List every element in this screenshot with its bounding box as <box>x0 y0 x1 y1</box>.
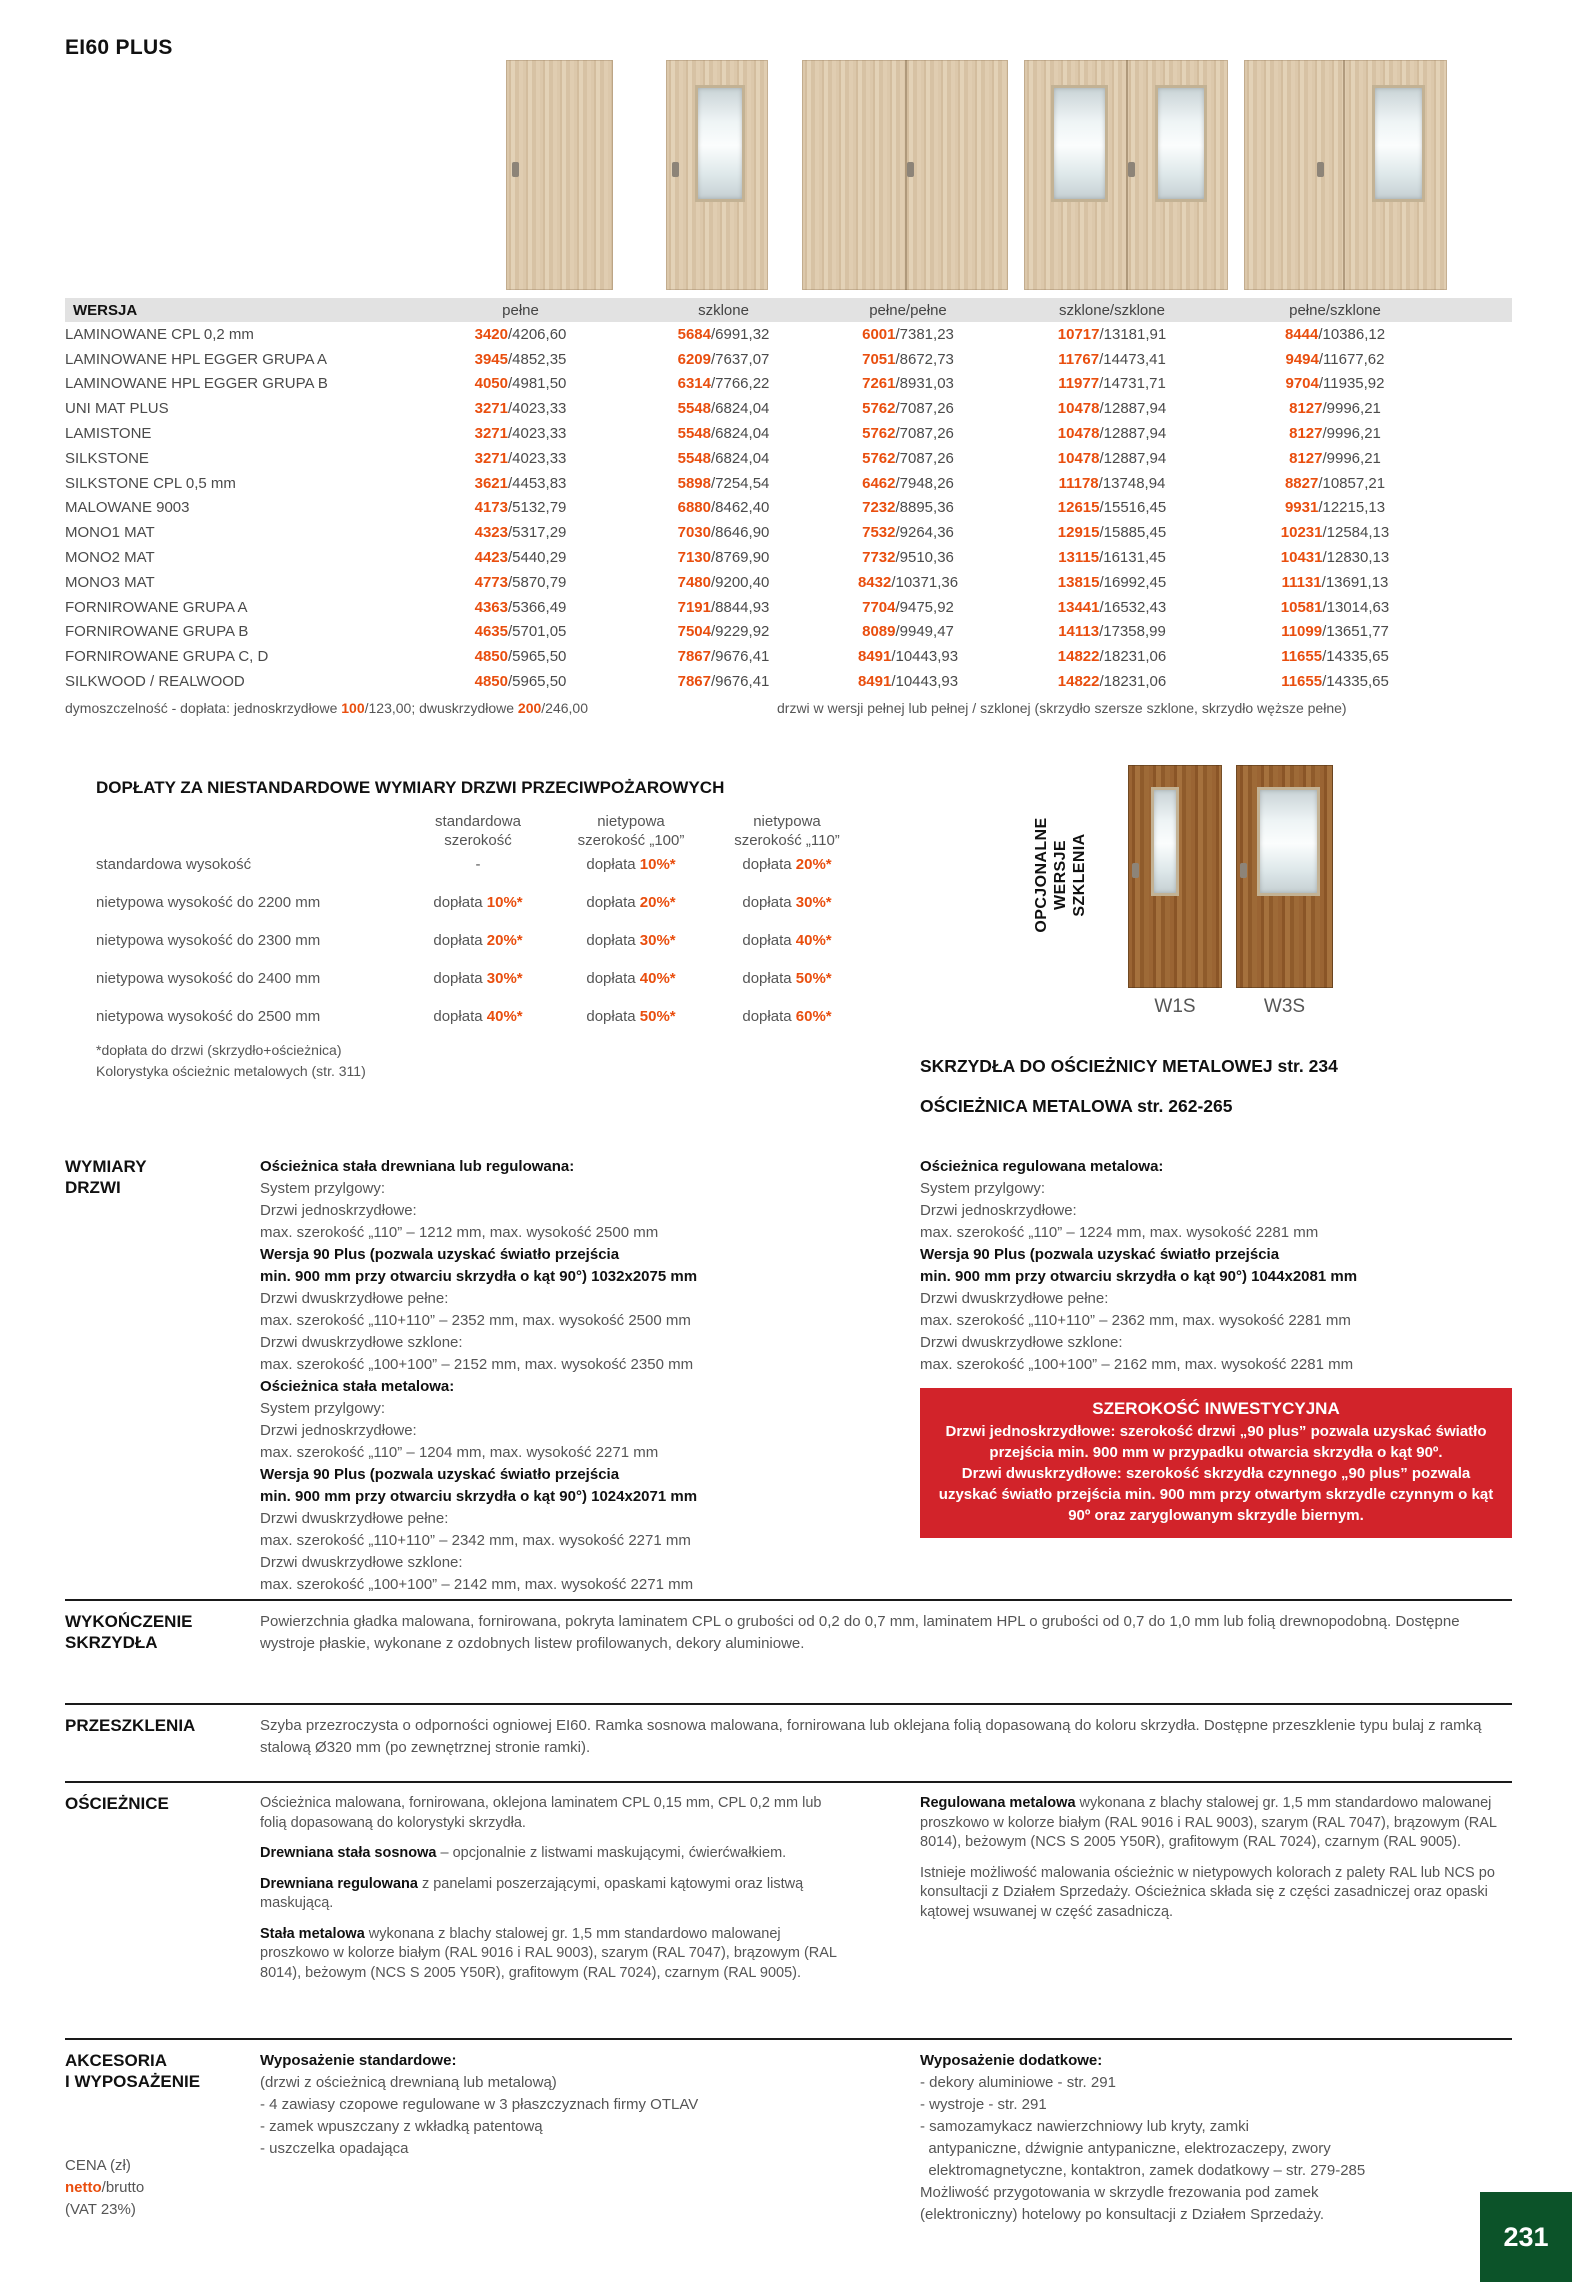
price-cell: 7532/9264,36 <box>862 524 954 542</box>
surcharge-cell: dopłata 30%* <box>433 969 523 987</box>
section-label: WYMIARY DRZWI <box>65 1157 147 1197</box>
door-handle-icon <box>1128 162 1135 177</box>
dimension-line: System przylgowy: <box>920 1180 1046 1197</box>
price-cell: 6880/8462,40 <box>677 499 770 517</box>
surcharge-cell: dopłata 20%* <box>433 931 523 949</box>
equipment-line: - uszczelka opadająca <box>260 2140 409 2157</box>
price-row <box>65 520 1512 545</box>
dimension-line: max. szerokość „100+100” – 2152 mm, max. wysokość 2350 mm <box>260 1356 694 1373</box>
link-metal-frame: OŚCIEŻNICA METALOWA str. 262-265 <box>920 1096 1233 1116</box>
frame-paragraph: Istnieje możliwość malowania ościeżnic w nietypowych kolorach z palety RAL lub NCS po konsultacji z Działem Sprzedaży. Ościeżnica składa się z części zasadniczej oraz opaski kątowej wsuwanej w część zasadniczą. <box>920 1864 1495 1920</box>
price-cell: 3420/4206,60 <box>474 325 567 343</box>
price-cell: 4635/5701,05 <box>474 623 567 641</box>
dimension-line: Drzwi jednoskrzydłowe: <box>920 1202 1077 1219</box>
price-cell: 10231/12584,13 <box>1280 524 1390 542</box>
surcharge-cell: dopłata 40%* <box>433 1007 523 1025</box>
price-cell: 8089/9949,47 <box>862 623 954 641</box>
dimension-line: max. szerokość „100+100” – 2162 mm, max. wysokość 2281 mm <box>920 1356 1354 1373</box>
dimension-line: Wersja 90 Plus (pozwala uzyskać światło przejścia <box>260 1246 620 1263</box>
price-cell: 9494/11677,62 <box>1285 350 1385 368</box>
price-cell: 10478/12887,94 <box>1057 400 1167 418</box>
price-cell: 5898/7254,54 <box>677 474 770 492</box>
door-seam <box>1343 60 1345 290</box>
version-name: LAMINOWANE HPL EGGER GRUPA B <box>65 375 328 393</box>
equipment-line: - wystroje - str. 291 <box>920 2096 1047 2113</box>
version-name: SILKSTONE CPL 0,5 mm <box>65 474 236 492</box>
dimension-line: max. szerokość „110+110” – 2352 mm, max. wysokość 2500 mm <box>260 1312 691 1329</box>
door-image-pelne-szklone <box>1244 60 1447 290</box>
door-glass-pane <box>1151 787 1180 896</box>
dimension-line: max. szerokość „110+110” – 2342 mm, max. wysokość 2271 mm <box>260 1532 691 1549</box>
price-row <box>65 570 1512 595</box>
equipment-line: (drzwi z ościeżnicą drewnianą lub metalową) <box>260 2074 557 2091</box>
price-cell: 8827/10857,21 <box>1284 474 1386 492</box>
dimension-line: max. szerokość „110+110” – 2362 mm, max. wysokość 2281 mm <box>920 1312 1351 1329</box>
surcharge-row-label: nietypowa wysokość do 2400 mm <box>96 969 321 987</box>
surcharge-cell: dopłata 40%* <box>742 931 832 949</box>
version-name: FORNIROWANE GRUPA B <box>65 623 249 641</box>
price-cell: 7130/8769,90 <box>677 549 770 567</box>
price-row <box>65 496 1512 521</box>
price-cell: 14113/17358,99 <box>1058 623 1166 641</box>
surcharge-cell: dopłata 60%* <box>742 1007 832 1025</box>
price-row <box>65 347 1512 372</box>
price-cell: 10478/12887,94 <box>1057 425 1167 443</box>
surcharge-row-label: nietypowa wysokość do 2200 mm <box>96 893 321 911</box>
version-name: SILKSTONE <box>65 449 149 467</box>
surcharge-cell: dopłata 30%* <box>742 893 832 911</box>
door-handle-icon <box>672 162 679 177</box>
dimension-line: Ościeżnica stała metalowa: <box>260 1378 455 1395</box>
dimensions-right-lines <box>920 1156 1512 1376</box>
price-cell: 11767/14473,41 <box>1058 350 1166 368</box>
price-cell: 7261/8931,03 <box>862 375 954 393</box>
investment-width-title: SZEROKOŚĆ INWESTYCYJNA <box>1092 1399 1340 1418</box>
version-name: UNI MAT PLUS <box>65 400 169 418</box>
price-row <box>65 644 1512 669</box>
door-glass-pane <box>1372 85 1425 201</box>
price-cell: 8491/10443,93 <box>857 673 959 691</box>
frame-paragraph: Regulowana metalowa wykonana z blachy stalowej gr. 1,5 mm standardowo malowanej proszkowo w kolorze białym (RAL 9016 i RAL 9003), szarym (RAL 7047), brązowym (RAL 8014), beżowym (NCS S 2005 Y50R), grafitowym (RAL 7024), czarnym (RAL 9005). <box>920 1795 1497 1850</box>
door-image-pelne-pelne <box>802 60 1008 290</box>
price-cell: 7504/9229,92 <box>677 623 770 641</box>
surcharge-row <box>96 997 865 1035</box>
accessories-additional <box>920 2050 1512 2226</box>
link-metal-frame-leaves: SKRZYDŁA DO OŚCIEŻNICY METALOWEJ str. 234 <box>920 1056 1338 1076</box>
price-cell: 8127/9996,21 <box>1289 449 1381 467</box>
surcharge-table <box>96 845 865 1035</box>
surcharge-cell: dopłata 50%* <box>586 1007 676 1025</box>
price-cell: 6462/7948,26 <box>862 474 954 492</box>
price-cell: 11099/13651,77 <box>1281 623 1389 641</box>
brutto-label: /brutto <box>101 2179 145 2196</box>
price-cell: 5684/6991,32 <box>677 325 770 343</box>
price-cell: 7191/8844,93 <box>677 598 770 616</box>
dimensions-left-column <box>260 1156 850 1596</box>
dimension-line: max. szerokość „110” – 1212 mm, max. wysokość 2500 mm <box>260 1224 659 1241</box>
version-name: FORNIROWANE GRUPA C, D <box>65 648 269 666</box>
price-cell: 7704/9475,92 <box>862 598 954 616</box>
surcharge-cell: dopłata 50%* <box>742 969 832 987</box>
page-number-badge: 231 <box>1480 2192 1572 2282</box>
price-cell: 7867/9676,41 <box>677 673 770 691</box>
surcharge-row <box>96 883 865 921</box>
version-name: MALOWANE 9003 <box>65 499 190 517</box>
price-row <box>65 396 1512 421</box>
column-header: szklone <box>698 301 749 319</box>
price-cell: 11655/14335,65 <box>1281 648 1389 666</box>
door-glass-pane <box>1155 85 1208 201</box>
price-cell: 5762/7087,26 <box>862 425 954 443</box>
price-cell: 3621/4453,83 <box>474 474 567 492</box>
door-handle-icon <box>907 162 914 177</box>
price-cell: 4850/5965,50 <box>474 648 567 666</box>
door-glass-pane <box>1257 787 1319 896</box>
price-cell: 13441/16532,43 <box>1057 598 1167 616</box>
price-cell: 9931/12215,13 <box>1284 499 1386 517</box>
price-cell: 9704/11935,92 <box>1285 375 1385 393</box>
section-label: AKCESORIA I WYPOSAŻENIE <box>65 2051 201 2091</box>
price-cell: 12915/15885,45 <box>1057 524 1167 542</box>
surcharge-column-header: nietypowa szerokość „100” <box>577 813 685 849</box>
surcharge-title: DOPŁATY ZA NIESTANDARDOWE WYMIARY DRZWI PRZECIWPOŻAROWYCH <box>96 778 725 797</box>
equipment-line: - zamek wpuszczany z wkładką patentową <box>260 2118 543 2135</box>
price-cell: 4050/4981,50 <box>474 375 567 393</box>
section-label: PRZESZKLENIA <box>65 1716 196 1735</box>
equipment-line: - samozamykacz nawierzchniowy lub kryty, zamki <box>920 2118 1249 2135</box>
price-row <box>65 322 1512 347</box>
surcharge-column-header: nietypowa szerokość „110” <box>734 813 840 849</box>
price-table <box>65 298 1512 694</box>
price-cell: 4363/5366,49 <box>474 598 567 616</box>
price-cell: 13815/16992,45 <box>1057 573 1167 591</box>
page-title: EI60 PLUS <box>65 36 173 59</box>
frames-right-column <box>920 1794 1512 1933</box>
price-cell: 6001/7381,23 <box>862 325 954 343</box>
column-header: pełne/pełne <box>869 301 947 319</box>
door-glass-pane <box>695 85 746 201</box>
price-row <box>65 471 1512 496</box>
price-cell: 10717/13181,91 <box>1057 325 1167 343</box>
price-cell: 11131/13691,13 <box>1281 573 1389 591</box>
door-image-pelne <box>506 60 613 290</box>
netto-label: netto <box>65 2179 102 2196</box>
price-cell: 5762/7087,26 <box>862 400 954 418</box>
dimension-line: max. szerokość „110” – 1204 mm, max. wysokość 2271 mm <box>260 1444 659 1461</box>
surcharge-row-label: standardowa wysokość <box>96 855 252 873</box>
reference-links <box>920 1046 1338 1126</box>
price-cell: 6314/7766,22 <box>677 375 770 393</box>
smoke-surcharge-note: dymoszczelność - dopłata: jednoskrzydłowe 100/123,00; dwuskrzydłowe 200/246,00 <box>65 700 588 716</box>
price-row <box>65 595 1512 620</box>
price-cell: 10581/13014,63 <box>1280 598 1390 616</box>
price-cell: 8127/9996,21 <box>1289 400 1381 418</box>
door-glass-pane <box>1051 85 1108 201</box>
equipment-line: - 4 zawiasy czopowe regulowane w 3 płaszczyznach firmy OTLAV <box>260 2096 699 2113</box>
price-table-body <box>65 322 1512 694</box>
glazing-text: Szyba przezroczysta o odporności ogniowej EI60. Ramka sosnowa malowana, fornirowana lub oklejana folią dopasowaną do koloru skrzydła. Dostępne przeszklenie typu bulaj z ramką stalową Ø320 mm (po zewnętrznej stronie ramki). <box>260 1717 1482 1756</box>
section-accessories <box>65 2038 1512 2286</box>
price-cell: 10431/12830,13 <box>1280 549 1390 567</box>
price-row <box>65 421 1512 446</box>
price-row <box>65 545 1512 570</box>
frame-paragraph: Ościeżnica malowana, fornirowana, oklejona laminatem CPL 0,15 mm, CPL 0,2 mm lub folią dopasowaną do kolorystyki skrzydła. <box>260 1795 822 1831</box>
price-row <box>65 620 1512 645</box>
price-cell: 4773/5870,79 <box>474 573 567 591</box>
price-row <box>65 446 1512 471</box>
surcharge-cell: dopłata 20%* <box>742 855 832 873</box>
surcharge-cell: dopłata 10%* <box>433 893 523 911</box>
price-cell: 7732/9510,36 <box>862 549 954 567</box>
price-cell: 8491/10443,93 <box>857 648 959 666</box>
investment-width-box: SZEROKOŚĆ INWESTYCYJNA Drzwi jednoskrzydłowe: szerokość drzwi „90 plus” pozwala uzyskać światło przejścia min. 900 mm w przypadku otwarcia skrzydła o kąt 90º. Drzwi dwuskrzydłowe: szerokość skrzydła czynnego „90 plus” pozwala uzyskać światło przejścia min. 900 mm przy otwartym skrzydle czynnym o kąt 90º oraz zaryglowanym skrzydle biernym. <box>920 1388 1512 1538</box>
price-cell: 5548/6824,04 <box>677 425 770 443</box>
door-handle-icon <box>1317 162 1324 177</box>
dimension-line: Drzwi dwuskrzydłowe szklone: <box>260 1554 463 1571</box>
dimension-line: min. 900 mm przy otwarciu skrzydła o kąt 90°) 1032x2075 mm <box>260 1268 698 1285</box>
section-glazing <box>65 1703 1512 1781</box>
price-cell: 7867/9676,41 <box>677 648 770 666</box>
surcharge-cell: - <box>475 855 481 873</box>
optional-glazing-vertical-label: OPCJONALNE WERSJE SZKLENIA <box>1032 817 1088 933</box>
price-cell: 7030/8646,90 <box>677 524 770 542</box>
frames-left-column <box>260 1794 850 1994</box>
price-row <box>65 372 1512 397</box>
version-name: FORNIROWANE GRUPA A <box>65 598 248 616</box>
additional-equipment-heading: Wyposażenie dodatkowe: <box>920 2052 1103 2069</box>
door-handle-icon <box>512 162 519 177</box>
door-handle-icon <box>1132 863 1139 878</box>
version-name: MONO1 MAT <box>65 524 155 542</box>
price-cell: 7232/8895,36 <box>862 499 954 517</box>
price-cell: 8444/10386,12 <box>1284 325 1386 343</box>
version-note: drzwi w wersji pełnej lub pełnej / szklonej (skrzydło szersze szklone, skrzydło węższe pełne) <box>777 700 1347 716</box>
surcharge-row <box>96 959 865 997</box>
equipment-line: (elektroniczny) hotelowy po konsultacji z Działem Sprzedaży. <box>920 2206 1325 2223</box>
price-cell: 11178/13748,94 <box>1058 474 1166 492</box>
dimension-line: Drzwi jednoskrzydłowe: <box>260 1422 417 1439</box>
price-cell: 5762/7087,26 <box>862 449 954 467</box>
surcharge-cell: dopłata 20%* <box>586 893 676 911</box>
price-cell: 4850/5965,50 <box>474 673 567 691</box>
price-table-header <box>65 298 1512 322</box>
dimension-line: Ościeżnica stała drewniana lub regulowana: <box>260 1158 575 1175</box>
price-cell: 3271/4023,33 <box>474 425 567 443</box>
price-cell: 13115/16131,45 <box>1058 549 1166 567</box>
dimension-line: min. 900 mm przy otwarciu skrzydła o kąt 90°) 1024x2071 mm <box>260 1488 698 1505</box>
price-cell: 14822/18231,06 <box>1057 648 1167 666</box>
dimension-line: System przylgowy: <box>260 1400 386 1417</box>
dimension-line: Drzwi jednoskrzydłowe: <box>260 1202 417 1219</box>
price-cell: 8432/10371,36 <box>857 573 959 591</box>
price-cell: 6209/7637,07 <box>677 350 770 368</box>
door-image-w3s <box>1236 765 1333 988</box>
version-name: SILKWOOD / REALWOOD <box>65 673 245 691</box>
section-label: WYKOŃCZENIE SKRZYDŁA <box>65 1612 193 1652</box>
door-image-szklone <box>666 60 768 290</box>
section-dimensions <box>65 1156 1512 1599</box>
price-row <box>65 669 1512 694</box>
section-frames <box>65 1781 1512 2040</box>
frame-paragraph: Drewniana regulowana z panelami poszerzającymi, opaskami kątowymi oraz listwą maskującą. <box>260 1875 804 1911</box>
dimension-line: Drzwi dwuskrzydłowe pełne: <box>260 1290 449 1307</box>
dimension-line: Wersja 90 Plus (pozwala uzyskać światło przejścia <box>260 1466 620 1483</box>
dimension-line: Drzwi dwuskrzydłowe pełne: <box>260 1510 449 1527</box>
price-cell: 7480/9200,40 <box>677 573 770 591</box>
surcharge-cell: dopłata 40%* <box>586 969 676 987</box>
dimension-line: System przylgowy: <box>260 1180 386 1197</box>
equipment-line: antypaniczne, dźwignie antypaniczne, elektrozaczepy, zwory <box>920 2140 1331 2157</box>
version-name: LAMINOWANE HPL EGGER GRUPA A <box>65 350 328 368</box>
version-name: MONO2 MAT <box>65 549 155 567</box>
price-cell: 14822/18231,06 <box>1057 673 1167 691</box>
equipment-line: - dekory aluminiowe - str. 291 <box>920 2074 1116 2091</box>
additional-equipment-list <box>920 2072 1512 2226</box>
price-cell: 3271/4023,33 <box>474 449 567 467</box>
price-cell: 10478/12887,94 <box>1057 449 1167 467</box>
door-image-szklone-szklone <box>1024 60 1228 290</box>
price-cell: 7051/8672,73 <box>862 350 954 368</box>
price-cell: 3271/4023,33 <box>474 400 567 418</box>
dimension-line: max. szerokość „110” – 1224 mm, max. wysokość 2281 mm <box>920 1224 1319 1241</box>
dimensions-right-column <box>920 1156 1512 1538</box>
price-cell: 4173/5132,79 <box>474 499 567 517</box>
dimension-line: min. 900 mm przy otwarciu skrzydła o kąt 90°) 1044x2081 mm <box>920 1268 1358 1285</box>
surcharge-row-label: nietypowa wysokość do 2300 mm <box>96 931 321 949</box>
door-caption-w3s: W3S <box>1263 996 1306 1017</box>
section-label: OŚCIEŻNICE <box>65 1794 169 1813</box>
version-name: LAMISTONE <box>65 425 152 443</box>
price-cell: 12615/15516,45 <box>1057 499 1167 517</box>
dimension-line: Drzwi dwuskrzydłowe szklone: <box>260 1334 463 1351</box>
standard-equipment-heading: Wyposażenie standardowe: <box>260 2052 457 2069</box>
accessories-standard <box>260 2050 850 2160</box>
price-cell: 3945/4852,35 <box>474 350 567 368</box>
dimension-line: Ościeżnica regulowana metalowa: <box>920 1158 1164 1175</box>
finish-text: Powierzchnia gładka malowana, fornirowana, pokryta laminatem CPL o grubości od 0,2 do 0,7 mm, laminatem HPL o grubości od 0,7 do 1,0 mm lub folią drewnopodobną. Dostępne wystroje płaskie, wykonane z ozdobnych listew profilowanych, dekory aluminiowe. <box>260 1613 1460 1652</box>
equipment-line: elektromagnetyczne, kontaktron, zamek dodatkowy – str. 279-285 <box>920 2162 1366 2179</box>
surcharge-column-header: standardowa szerokość <box>435 813 521 849</box>
price-cell: 5548/6824,04 <box>677 449 770 467</box>
surcharge-notes: *dopłata do drzwi (skrzydło+ościeżnica) Kolorystyka ościeżnic metalowych (str. 311) <box>96 1042 366 1079</box>
door-caption-w1s: W1S <box>1154 996 1196 1017</box>
price-cell: 4423/5440,29 <box>474 549 567 567</box>
price-cell: 5548/6824,04 <box>677 400 770 418</box>
price-cell: 8127/9996,21 <box>1289 425 1381 443</box>
dimension-line: Wersja 90 Plus (pozwala uzyskać światło przejścia <box>920 1246 1280 1263</box>
surcharge-cell: dopłata 10%* <box>586 855 676 873</box>
surcharge-row-label: nietypowa wysokość do 2500 mm <box>96 1007 321 1025</box>
price-cell: 11977/14731,71 <box>1058 375 1166 393</box>
dimension-line: max. szerokość „100+100” – 2142 mm, max. wysokość 2271 mm <box>260 1576 694 1593</box>
frame-paragraph: Drewniana stała sosnowa – opcjonalnie z listwami maskującymi, ćwierćwałkiem. <box>260 1845 787 1861</box>
door-image-w1s <box>1128 765 1222 988</box>
dimension-line: Drzwi dwuskrzydłowe szklone: <box>920 1334 1123 1351</box>
frame-paragraph: Stała metalowa wykonana z blachy stalowej gr. 1,5 mm standardowo malowanej proszkowo w kolorze białym (RAL 9016 i RAL 9003), szarym (RAL 7047), brązowym (RAL 8014), beżowym (NCS S 2005 Y50R), grafitowym (RAL 7024), czarnym (RAL 9005). <box>260 1925 837 1981</box>
column-header: pełne <box>502 301 539 319</box>
price-cell: 4323/5317,29 <box>474 524 567 542</box>
dimension-line: Drzwi dwuskrzydłowe pełne: <box>920 1290 1109 1307</box>
price-cell: 11655/14335,65 <box>1281 673 1389 691</box>
column-header: pełne/szklone <box>1289 301 1381 319</box>
surcharge-row <box>96 845 865 883</box>
price-legend: CENA (zł) netto/brutto (VAT 23%) <box>65 2157 145 2218</box>
version-name: LAMINOWANE CPL 0,2 mm <box>65 325 254 343</box>
price-table-header-label: WERSJA <box>73 301 138 319</box>
standard-equipment-list <box>260 2072 850 2160</box>
surcharge-cell: dopłata 30%* <box>586 931 676 949</box>
version-name: MONO3 MAT <box>65 573 155 591</box>
door-handle-icon <box>1240 863 1247 878</box>
price-table-footnotes <box>65 700 1512 716</box>
column-header: szklone/szklone <box>1059 301 1165 319</box>
surcharge-row <box>96 921 865 959</box>
section-finish <box>65 1599 1512 1703</box>
equipment-line: Możliwość przygotowania w skrzydle frezowania pod zamek <box>920 2184 1319 2201</box>
